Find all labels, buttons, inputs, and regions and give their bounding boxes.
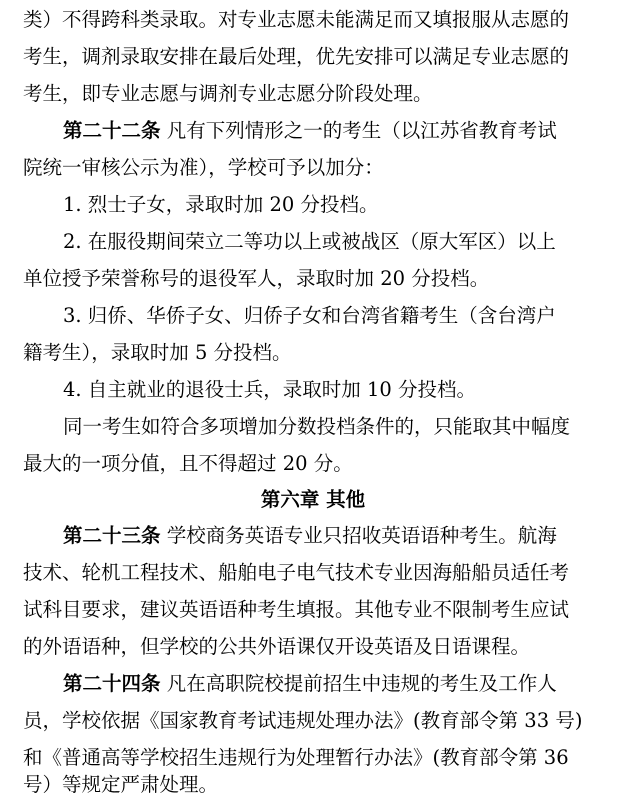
paragraph-line: 同一考生如符合多项增加分数投档条件的，只能取其中幅度	[63, 415, 571, 438]
paragraph-line: 最大的一项分值，且不得超过 20 分。	[23, 452, 353, 475]
list-item: 4. 自主就业的退役士兵，录取时加 10 分投档。	[63, 378, 477, 401]
paragraph-line: 和《普通高等学校招生违规行为处理暂行办法》(教育部令第 36	[23, 746, 569, 769]
article-24-title: 第二十四条	[63, 672, 161, 695]
article-24-text: 凡在高职院校提前招生中违规的考生及工作人	[160, 672, 557, 695]
article-24-line	[0, 666, 626, 702]
list-item: 1. 烈士子女，录取时加 20 分投档。	[63, 193, 379, 216]
paragraph-line: 试科目要求，建议英语语种考生填报。其他专业不限制考生应试	[23, 598, 570, 621]
article-22-line	[0, 113, 626, 149]
chapter-heading: 第六章 其他	[260, 488, 366, 511]
article-23-text: 学校商务英语专业只招收英语语种考生。航海	[160, 524, 557, 547]
paragraph-line: 员，学校依据《国家教育考试违规处理办法》(教育部令第 33 号)	[23, 709, 583, 732]
paragraph-line: 的外语语种，但学校的公共外语课仅开设英语及日语课程。	[23, 635, 531, 658]
paragraph-line: 考生，即专业志愿与调剂专业志愿分阶段处理。	[23, 82, 433, 105]
paragraph-line: 籍考生），录取时加 5 分投档。	[23, 341, 292, 364]
paragraph-line: 号）等规定严肃处理。	[23, 773, 219, 796]
list-item: 2. 在服役期间荣立二等功以上或被战区（原大军区）以上	[63, 230, 556, 253]
paragraph-line: 技术、轮机工程技术、船舶电子电气技术专业因海船船员适任考	[23, 561, 570, 584]
article-22-text: 凡有下列情形之一的考生（以江苏省教育考试	[160, 119, 557, 142]
paragraph-line: 考生，调剂录取安排在最后处理，优先安排可以满足专业志愿的	[23, 45, 570, 68]
paragraph-line: 院统一审核公示为准），学校可予以加分：	[23, 156, 384, 179]
list-item: 3. 归侨、华侨子女、归侨子女和台湾省籍考生（含台湾户	[63, 304, 556, 327]
article-23-title: 第二十三条	[63, 524, 161, 547]
article-23-line	[0, 518, 626, 554]
paragraph-line: 单位授予荣誉称号的退役军人，录取时加 20 分投档。	[23, 267, 490, 290]
article-22-title: 第二十二条	[63, 119, 161, 142]
paragraph-line: 类）不得跨科类录取。对专业志愿未能满足而又填报服从志愿的	[23, 8, 570, 31]
